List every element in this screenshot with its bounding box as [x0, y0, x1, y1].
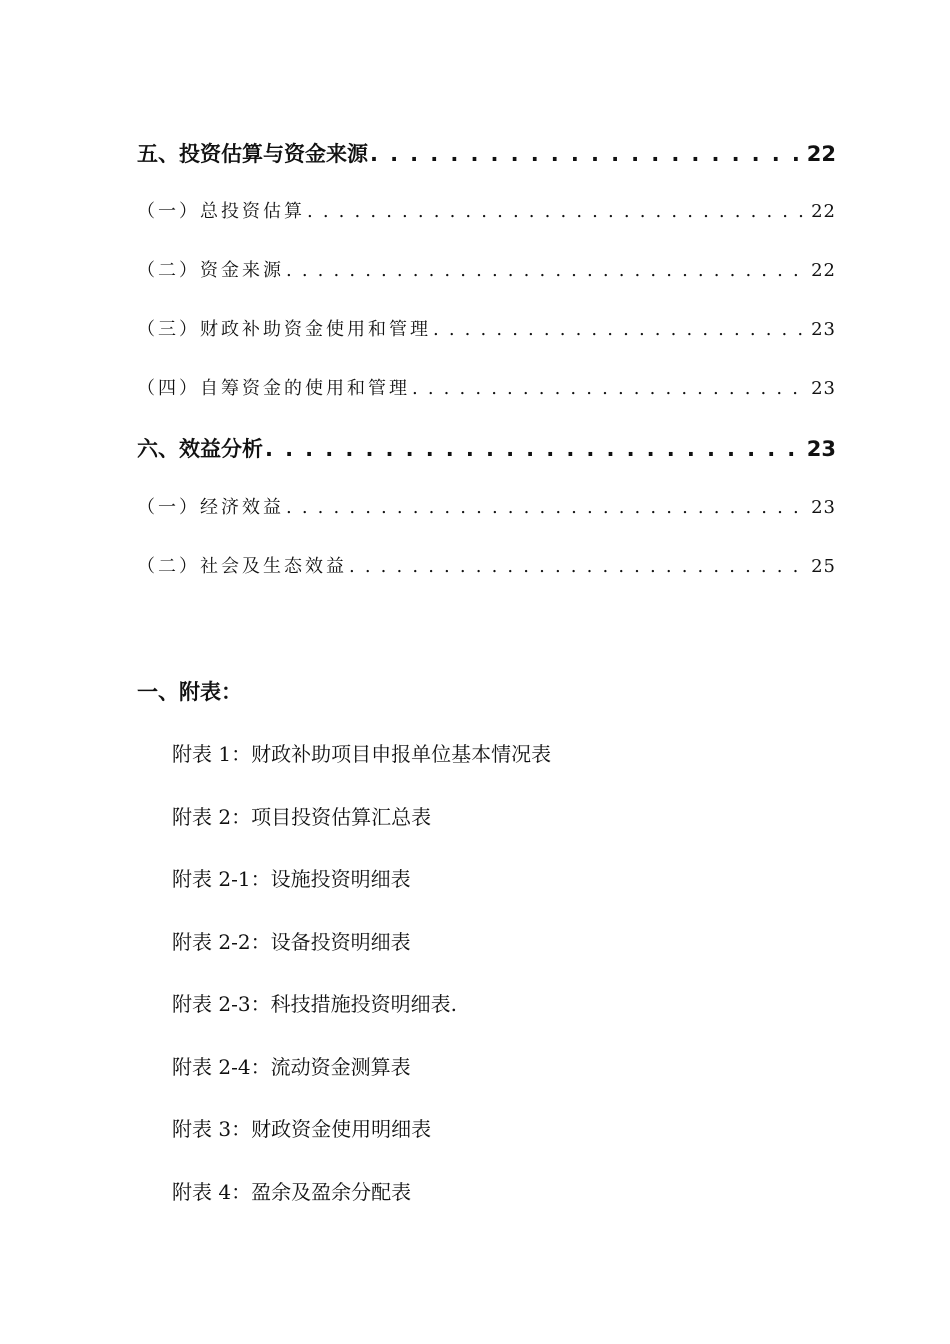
- appendix-item: 附表 3：财政资金使用明细表: [172, 1117, 432, 1141]
- appendix-item: 附表 2：项目投资估算汇总表: [172, 805, 432, 829]
- toc-entry-label: （四）自筹资金的使用和管理: [137, 378, 410, 399]
- toc-entry-page: 23: [811, 497, 836, 518]
- appendix-item: 附表 2-2：设备投资明细表: [172, 930, 411, 954]
- toc-entry-label: 六、效益分析: [137, 437, 263, 461]
- toc-entry-label: 五、投资估算与资金来源: [137, 142, 368, 166]
- toc-entry-page: 25: [811, 556, 836, 577]
- toc-entry[interactable]: [137, 315, 836, 347]
- toc-leader-dots: [286, 260, 809, 281]
- toc-entry-page: 23: [811, 378, 836, 399]
- appendix-item: 附表 2-4：流动资金测算表: [172, 1055, 411, 1079]
- toc-entry[interactable]: [137, 138, 836, 170]
- toc-entry-page: 23: [811, 319, 836, 340]
- toc-entry[interactable]: [137, 256, 836, 288]
- toc-entry-label: （二）社会及生态效益: [137, 556, 347, 577]
- appendix-item: 附表 2-3：科技措施投资明细表.: [172, 992, 457, 1016]
- toc-entry-label: （一）总投资估算: [137, 201, 305, 222]
- toc-leader-dots: [349, 556, 809, 577]
- toc-entry[interactable]: [137, 374, 836, 406]
- appendix-heading: 一、附表：: [137, 680, 242, 704]
- toc-entry-page: 22: [811, 260, 836, 281]
- toc-entry[interactable]: [137, 493, 836, 525]
- toc-leader-dots: [370, 142, 805, 166]
- appendix-item: 附表 1：财政补助项目申报单位基本情况表: [172, 742, 552, 766]
- toc-entry-label: （一）经济效益: [137, 497, 284, 518]
- toc-entry[interactable]: [137, 552, 836, 584]
- toc-entry-page: 22: [806, 142, 836, 166]
- toc-leader-dots: [433, 319, 809, 340]
- toc-entry[interactable]: [137, 197, 836, 229]
- toc-entry-page: 23: [806, 437, 836, 461]
- toc-leader-dots: [307, 201, 809, 222]
- appendix-item: 附表 4：盈余及盈余分配表: [172, 1180, 412, 1204]
- toc-leader-dots: [412, 378, 809, 399]
- appendix-item: 附表 2-1：设施投资明细表: [172, 867, 411, 891]
- toc-entry[interactable]: [137, 433, 836, 465]
- toc-entry-label: （三）财政补助资金使用和管理: [137, 319, 431, 340]
- toc-entry-page: 22: [811, 201, 836, 222]
- toc-leader-dots: [265, 437, 805, 461]
- toc-entry-label: （二）资金来源: [137, 260, 284, 281]
- toc-leader-dots: [286, 497, 809, 518]
